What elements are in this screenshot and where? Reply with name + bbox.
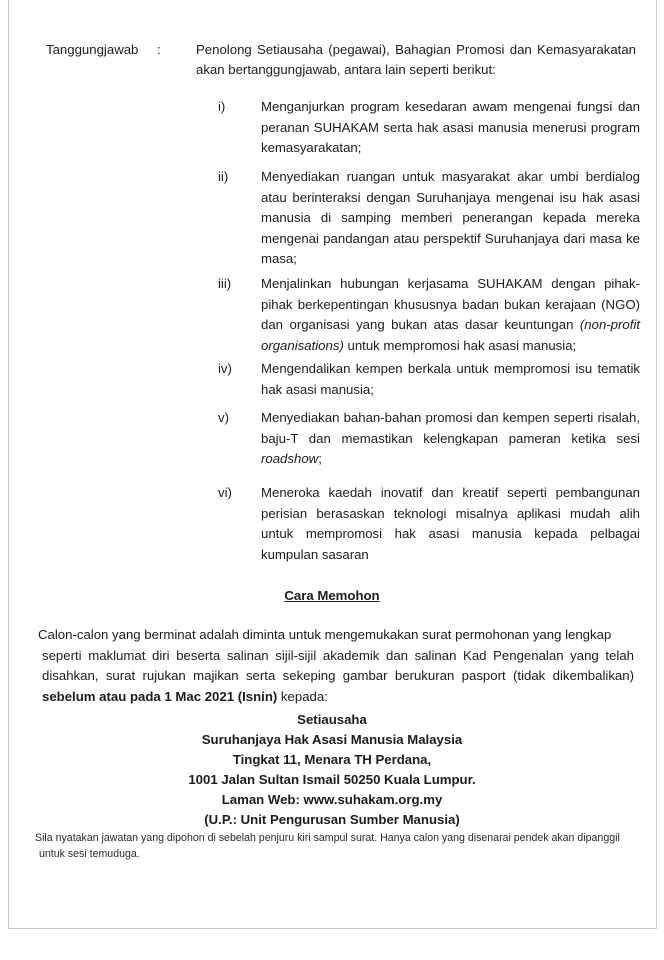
address-line: Tingkat 11, Menara TH Perdana, <box>232 752 432 767</box>
label-colon: : <box>157 42 161 57</box>
footnote <box>35 830 650 862</box>
mailing-address <box>0 710 664 830</box>
page-border-bottom <box>8 928 657 929</box>
address-line: Suruhanjaya Hak Asasi Manusia Malaysia <box>201 732 463 747</box>
list-item-number: iv) <box>218 361 232 376</box>
responsibility-intro: Penolong Setiausaha (pegawai), Bahagian Promosi dan Kemasyarakatan akan bertanggungjawab, antara lain seperti berikut: <box>196 42 636 77</box>
list-item-text: Meneroka kaedah inovatif dan kreatif seperti pembangunan perisian berasaskan teknologi misalnya aplikasi mudah alih untuk mempromosi hak asasi manusia kepada pelbagai kumpulan sasaran <box>261 485 640 562</box>
list-item-text-part: untuk mempromosi hak asasi manusia; <box>343 337 577 353</box>
list-item-text <box>261 274 640 356</box>
list-item-text-italic: roadshow <box>261 451 319 466</box>
application-paragraph <box>38 625 634 707</box>
list-item-text <box>261 408 640 470</box>
application-line-rest <box>38 646 634 708</box>
footnote-line-1: Sila nyatakan jawatan yang dipohon di sebelah penjuru kiri sampul surat. Hanya calon yang disenarai pendek akan dipanggil <box>35 832 620 844</box>
address-line: Setiausaha <box>297 712 367 727</box>
list-item-text: Mengendalikan kempen berkala untuk mempromosi isu tematik hak asasi manusia; <box>261 361 640 397</box>
list-item-text-part: ; <box>318 451 322 466</box>
address-line: Laman Web: www.suhakam.org.my <box>221 792 443 807</box>
address-line: 1001 Jalan Sultan Ismail 50250 Kuala Lumpur. <box>188 772 476 787</box>
list-item-number: ii) <box>218 169 229 184</box>
application-text-end: kepada: <box>277 688 328 704</box>
footnote-line-2: untuk sesi temuduga. <box>39 848 140 860</box>
list-item-text: Menyediakan ruangan untuk masyarakat akar umbi berdialog atau berinteraksi dengan Suruhanjaya mengenai isu hak asasi manusia di samping memberi penerangan kepada mereka mengenai pandangan atau perspektif Suruhanjaya dari masa ke masa; <box>261 169 640 266</box>
section-heading: Cara Memohon <box>284 588 380 603</box>
address-line: (U.P.: Unit Pengurusan Sumber Manusia) <box>204 812 460 827</box>
list-item-number: vi) <box>218 485 232 500</box>
application-text: seperti maklumat diri beserta salinan sijil-sijil akademik dan salinan Kad Pengenalan yang telah disahkan, surat rujukan majikan serta sekeping gambar berukuran pasport (tidak dikembalikan) <box>42 647 634 683</box>
list-item-number: i) <box>218 99 226 114</box>
list-item-number: v) <box>218 410 229 425</box>
responsibility-label: Tanggungjawab <box>46 42 139 57</box>
list-item-text-italic: (non-profit organisations) <box>261 317 640 353</box>
list-item-number: iii) <box>218 276 232 291</box>
application-line-1: Calon-calon yang berminat adalah diminta untuk mengemukakan surat permohonan yang lengkap <box>38 627 612 642</box>
list-item-text-part: Menjalinkan hubungan kerjasama SUHAKAM dengan pihak-pihak berkepentingan khususnya badan bukan kerajaan (NGO) dan organisasi yang bukan atas dasar keuntungan <box>261 276 640 332</box>
deadline-text: sebelum atau pada 1 Mac 2021 (Isnin) <box>42 688 278 704</box>
list-item-text: Menganjurkan program kesedaran awam mengenai fungsi dan peranan SUHAKAM serta hak asasi manusia menerusi program kemasyarakatan; <box>261 99 640 155</box>
list-item-text-part: Menyediakan bahan-bahan promosi dan kempen seperti risalah, baju-T dan memastikan kelengkapan pameran ketika sesi <box>261 410 640 446</box>
